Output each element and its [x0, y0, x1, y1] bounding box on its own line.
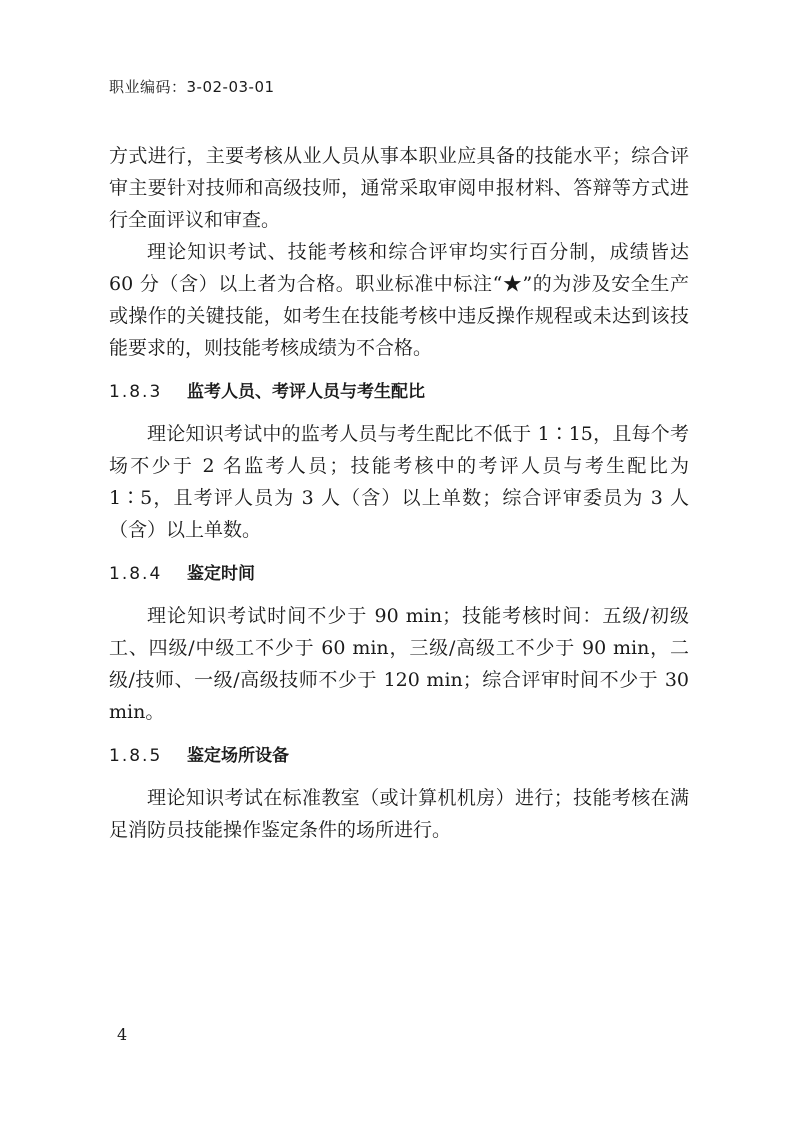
paragraph-scoring: 理论知识考试、技能考核和综合评审均实行百分制，成绩皆达 60 分（含）以上者为合格。职业标准中标注“★”的为涉及安全生产或操作的关键技能，如考生在技能考核中违反操作规程或未达到该技能要求的，则技能考核成绩为不合格。	[109, 241, 689, 359]
section-body-1-8-5: 理论知识考试在标准教室（或计算机机房）进行；技能考核在满足消防员技能操作鉴定条件的场所进行。	[109, 787, 689, 841]
section-heading-1-8-5	[109, 740, 689, 772]
section-number: 1.8.4	[109, 564, 163, 584]
section-body-1-8-4: 理论知识考试时间不少于 90 min；技能考核时间：五级/初级工、四级/中级工不少于 60 min，三级/高级工不少于 90 min，二级/技师、一级/高级技师不少于 120 min；综合评审时间不少于 30 min。	[109, 605, 689, 723]
occupation-code-header: 职业编码：3-02-03-01	[109, 78, 275, 96]
section-title: 鉴定场所设备	[187, 746, 289, 766]
section-number: 1.8.3	[109, 382, 163, 402]
section-title: 鉴定时间	[187, 564, 255, 584]
section-number: 1.8.5	[109, 746, 163, 766]
section-body-1-8-3: 理论知识考试中的监考人员与考生配比不低于 1∶15，且每个考场不少于 2 名监考人员；技能考核中的考评人员与考生配比为 1∶5，且考评人员为 3 人（含）以上单数；综合评审委员为 3 人（含）以上单数。	[109, 423, 689, 541]
section-heading-1-8-4	[109, 558, 689, 590]
document-body	[109, 140, 689, 846]
paragraph-continuation: 方式进行，主要考核从业人员从事本职业应具备的技能水平；综合评审主要针对技师和高级技师，通常采取审阅申报材料、答辩等方式进行全面评议和审查。	[109, 145, 689, 231]
section-title: 监考人员、考评人员与考生配比	[187, 382, 425, 402]
page-number: 4	[117, 1025, 128, 1044]
section-heading-1-8-3	[109, 376, 689, 408]
